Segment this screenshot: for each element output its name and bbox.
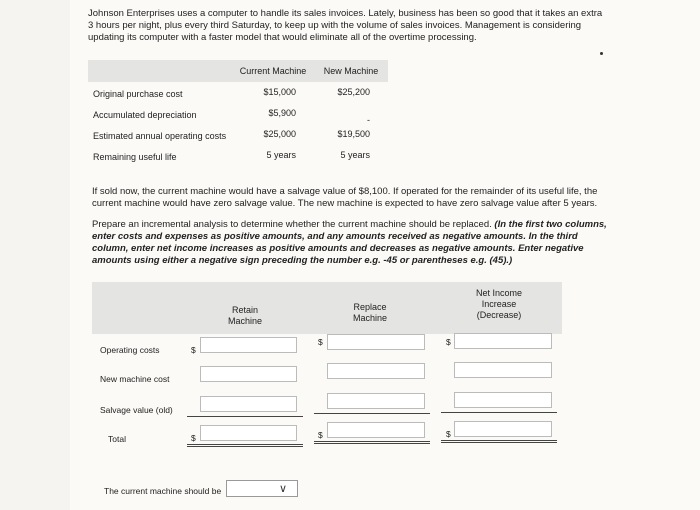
intro-text: Johnson Enterprises uses a computer to handle its sales invoices. Lately, business has been so good that it takes an extra 3 hours per night, plus every third Saturday, to keep up with the volume of sales invoices. Management is considering updating its computer with a faster model that would eliminate all of the overtime processing. xyxy=(88,8,603,43)
row-label: Original purchase cost xyxy=(93,89,183,99)
col-replace-machine: Replace Machine xyxy=(352,302,388,323)
replace-newcost-input[interactable] xyxy=(327,363,425,379)
new-value-dash: - xyxy=(367,115,370,125)
subtotal-rule xyxy=(441,412,557,413)
new-value: $25,200 xyxy=(337,87,370,97)
salvage-text: If sold now, the current machine would have a salvage value of $8,100. If operated for the remainder of its useful life, the current machine would have zero salvage value. The new machine is expected to have zero salvage value after 5 years. xyxy=(92,186,598,209)
bullet-dot xyxy=(600,52,603,55)
row-salvage-value: Salvage value (old) xyxy=(100,405,173,415)
subtotal-rule xyxy=(314,413,430,414)
row-operating-costs: Operating costs xyxy=(100,345,160,355)
net-salvage-input[interactable] xyxy=(454,392,552,408)
subtotal-rule xyxy=(187,416,303,417)
instructions-text xyxy=(92,219,607,267)
current-value: 5 years xyxy=(266,150,296,160)
net-operating-input[interactable] xyxy=(454,333,552,349)
currency-sign: $ xyxy=(318,337,323,347)
row-total: Total xyxy=(108,434,126,444)
instructions-plain: Prepare an incremental analysis to determine whether the current machine should be replaced. xyxy=(92,219,495,230)
row-new-machine-cost: New machine cost xyxy=(100,374,170,384)
retain-newcost-input[interactable] xyxy=(200,366,297,382)
current-value: $15,000 xyxy=(263,87,296,97)
col-new-machine: New Machine xyxy=(323,66,379,76)
replace-salvage-input[interactable] xyxy=(327,393,425,409)
new-value: $19,500 xyxy=(337,129,370,139)
current-value: $25,000 xyxy=(263,129,296,139)
total-double-rule xyxy=(441,440,557,443)
net-total-input[interactable] xyxy=(454,421,552,437)
conclusion-select[interactable] xyxy=(226,480,298,497)
currency-sign: $ xyxy=(318,430,323,440)
replace-operating-input[interactable] xyxy=(327,334,425,350)
currency-sign: $ xyxy=(191,433,196,443)
chevron-down-icon: ∨ xyxy=(278,483,287,495)
col-net-income: Net Income Increase (Decrease) xyxy=(475,288,523,320)
currency-sign: $ xyxy=(191,345,196,355)
row-label: Estimated annual operating costs xyxy=(93,131,227,141)
conclusion-label: The current machine should be xyxy=(104,486,222,496)
current-value: $5,900 xyxy=(268,108,296,118)
currency-sign: $ xyxy=(446,429,451,439)
instructions-bold: (In the first two columns, enter costs and expenses as positive amounts, and any amounts received as negative amounts. In the third column, enter net income increases as positive amounts and decreases as negative amounts. Enter negative amounts using either a negative sign preceding the number e.g. -45 or parentheses e.g. (45).) xyxy=(92,219,607,266)
total-double-rule xyxy=(314,441,430,444)
retain-salvage-input[interactable] xyxy=(200,396,297,412)
currency-sign: $ xyxy=(446,337,451,347)
row-label: Accumulated depreciation xyxy=(93,110,197,120)
new-value: 5 years xyxy=(340,150,370,160)
total-double-rule xyxy=(187,444,303,447)
retain-operating-input[interactable] xyxy=(200,337,297,353)
replace-total-input[interactable] xyxy=(327,422,425,438)
problem-page xyxy=(70,0,700,510)
row-label: Remaining useful life xyxy=(93,152,177,162)
col-retain-machine: Retain Machine xyxy=(227,305,263,326)
net-newcost-input[interactable] xyxy=(454,362,552,378)
col-current-machine: Current Machine xyxy=(239,66,307,76)
retain-total-input[interactable] xyxy=(200,425,297,441)
